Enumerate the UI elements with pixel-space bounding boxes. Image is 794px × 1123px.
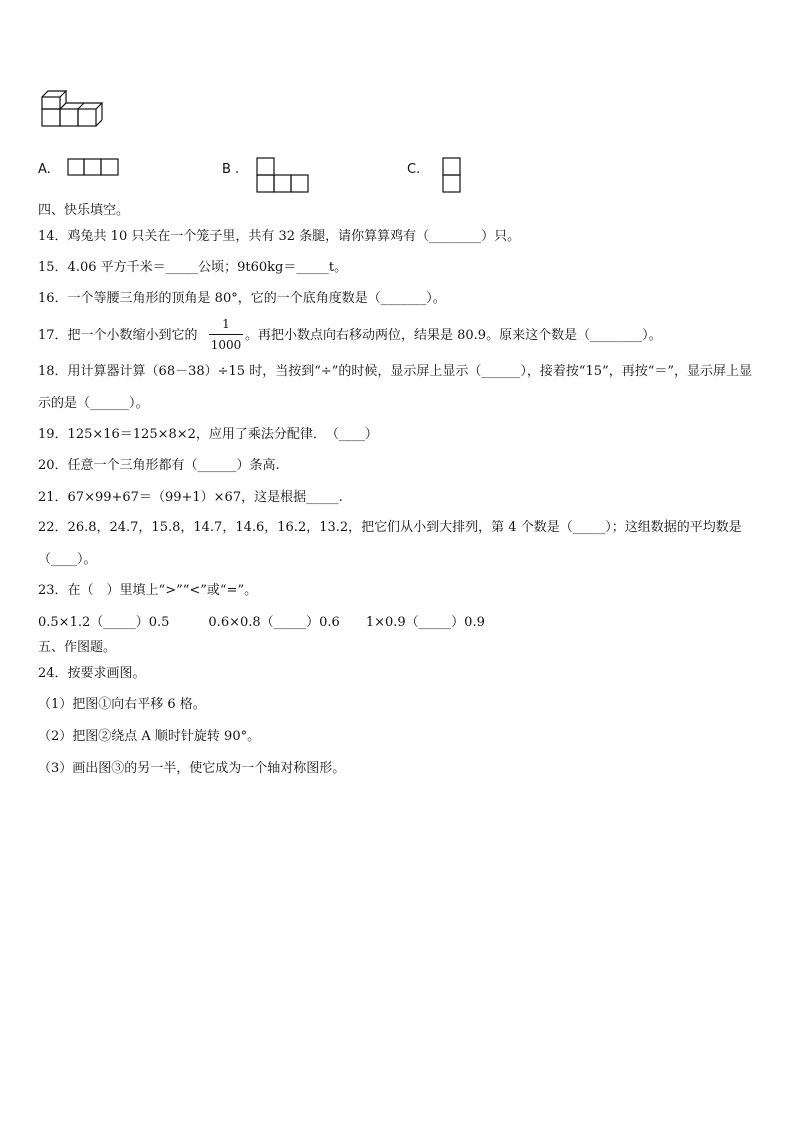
question-15: 15．4.06 平方千米＝_____公顷；9t60kg＝_____t。 [38,260,348,275]
fraction-numerator: 1 [222,317,230,331]
fraction-bar [209,334,243,335]
question-18: 18．用计算器计算（68－38）÷15 时，当按到“÷”的时候，显示屏上显示（______），接着按“15”，再按“＝”，显示屏上显示的是（______）。 [38,364,753,411]
option-a-label: A. [38,162,51,177]
section-4-heading: 四、快乐填空。 [38,203,130,218]
question-20: 20．任意一个三角形都有（______）条高. [38,458,280,473]
question-24-part-2: （2）把图②绕点 A 顺时针旋转 90°。 [38,729,261,744]
question-19: 19．125×16＝125×8×2，应用了乘法分配律． （____） [38,427,378,442]
cube-stack-figure [38,88,102,130]
option-b-figure [256,157,310,193]
option-c-label: C. [407,162,421,177]
question-17-prefix: 17．把一个小数缩小到它的 [38,328,198,343]
question-14: 14．鸡兔共 10 只关在一个笼子里，共有 32 条腿，请你算算鸡有（________）只。 [38,229,521,244]
question-23-items: 0.5×1.2（_____）0.5 0.6×0.8（_____）0.6 1×0.9（_____）0.9 [38,615,485,630]
option-a-figure [67,158,119,176]
question-24-part-3: （3）画出图③的另一半，使它成为一个轴对称图形。 [38,761,346,776]
option-c-figure [442,157,462,193]
question-24: 24．按要求画图。 [38,666,146,681]
question-16: 16．一个等腰三角形的顶角是 80°，它的一个底角度数是（_______）。 [38,291,446,306]
question-17-suffix: 。再把小数点向右移动两位，结果是 80.9。原来这个数是（________）。 [245,328,662,343]
question-22: 22．26.8，24.7，15.8，14.7，14.6，16.2，13.2，把它们从小到大排列，第 4 个数是（_____）；这组数据的平均数是（____）。 [38,520,742,567]
question-24-part-1: （1）把图①向右平移 6 格。 [38,697,206,712]
question-21: 21．67×99+67＝（99+1）×67，这是根据_____. [38,490,343,505]
fraction-denominator: 1000 [210,338,242,352]
section-5-heading: 五、作图题。 [38,640,117,655]
option-b-label: B . [222,162,240,177]
question-23: 23．在（ ）里填上“>”“<”或“=”。 [38,583,258,598]
